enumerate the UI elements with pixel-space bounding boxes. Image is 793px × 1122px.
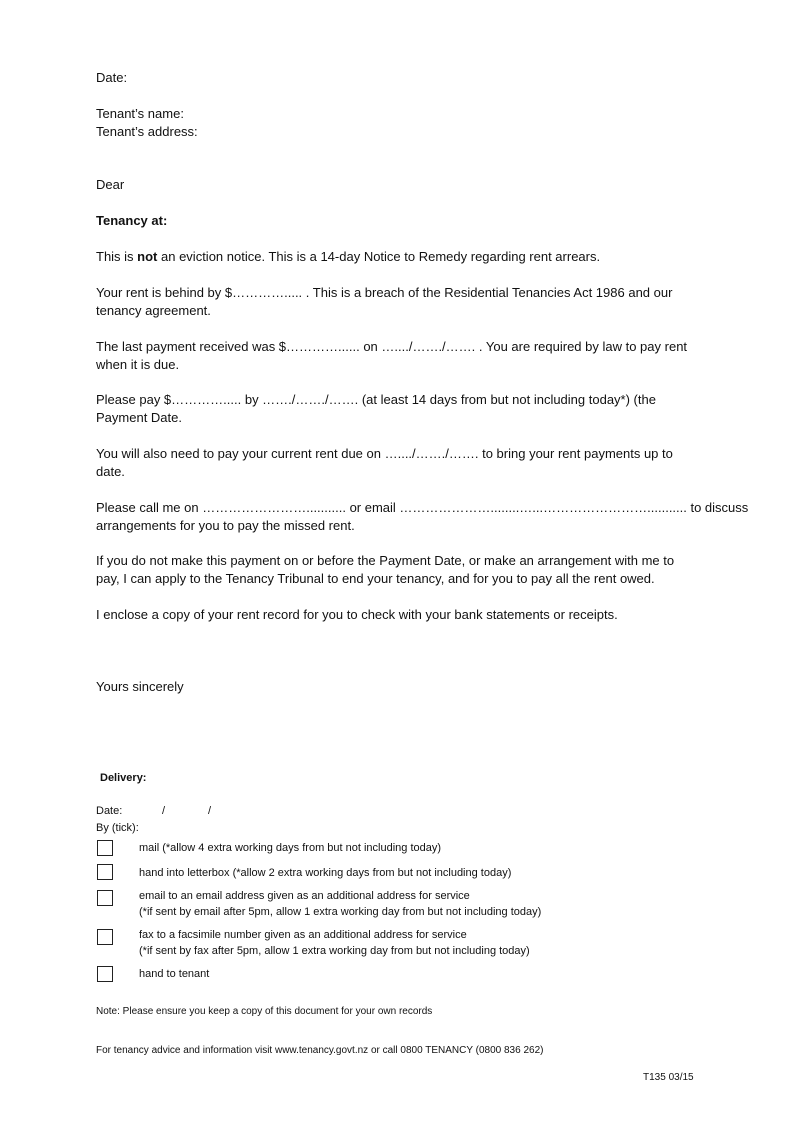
p3-line2: when it is due. xyxy=(96,357,180,372)
option-mail-label: mail (*allow 4 extra working days from but not including today) xyxy=(139,842,442,854)
footer-note: Note: Please ensure you keep a copy of this document for your own records xyxy=(96,1006,433,1017)
checkbox-letterbox[interactable] xyxy=(97,864,113,880)
checkbox-mail[interactable] xyxy=(97,840,113,856)
option-fax-note: (*if sent by fax after 5pm, allow 1 extra working day from but not including today) xyxy=(139,945,530,957)
salutation: Dear xyxy=(96,177,125,192)
p7-line2: pay, I can apply to the Tenancy Tribunal to end your tenancy, and for you to pay all the rent owed. xyxy=(96,571,655,586)
paragraph-contact xyxy=(96,499,748,535)
paragraph-tribunal xyxy=(96,552,674,588)
p3-line1: The last payment received was $…………...... on …..../……./……. . You are required by law to pay rent xyxy=(96,339,688,354)
date-label: Date: xyxy=(96,70,128,85)
checkbox-email[interactable] xyxy=(97,890,113,906)
option-hand-label: hand to tenant xyxy=(139,968,210,980)
footer-advice: For tenancy advice and information visit www.tenancy.govt.nz or call 0800 TENANCY (0800 836 262) xyxy=(96,1045,544,1056)
tenant-name-label: Tenant’s name: xyxy=(96,106,184,121)
paragraph-not-eviction xyxy=(96,248,600,266)
paragraph-rent-behind xyxy=(96,284,672,320)
p4-line1: Please pay $…………..... by ……./……./……. (at least 14 days from but not including today*) (the xyxy=(96,392,656,407)
p6-line1: Please call me on ……………………........... or email …………………........…...……………………........... to discuss xyxy=(96,500,749,515)
delivery-date-label: Date: xyxy=(96,805,123,817)
option-email-note: (*if sent by email after 5pm, allow 1 extra working day from but not including today) xyxy=(139,906,542,918)
tenant-address-label: Tenant’s address: xyxy=(96,124,198,139)
delivery-date-slash-2: / xyxy=(208,805,212,817)
closing: Yours sincerely xyxy=(96,679,184,694)
form-code: T135 03/15 xyxy=(643,1072,694,1083)
p1-text-c: an eviction notice. This is a 14-day Notice to Remedy regarding rent arrears. xyxy=(157,249,601,264)
p1-text-not: not xyxy=(137,249,158,264)
paragraph-please-pay xyxy=(96,391,656,427)
p5-line2: date. xyxy=(96,464,125,479)
paragraph-rent-record: I enclose a copy of your rent record for you to check with your bank statements or receipts. xyxy=(96,607,618,622)
p4-line2: Payment Date. xyxy=(96,410,182,425)
tenancy-at-label: Tenancy at: xyxy=(96,213,168,228)
p7-line1: If you do not make this payment on or before the Payment Date, or make an arrangement with me to xyxy=(96,553,675,568)
delivery-heading: Delivery: xyxy=(100,772,147,784)
option-email-label: email to an email address given as an additional address for service xyxy=(139,890,470,902)
p2-line2: tenancy agreement. xyxy=(96,303,211,318)
p2-line1: Your rent is behind by $…………..... . This is a breach of the Residential Tenancies Act 1986 and our xyxy=(96,285,673,300)
option-letterbox-label: hand into letterbox (*allow 2 extra working days from but not including today) xyxy=(139,867,512,879)
checkbox-fax[interactable] xyxy=(97,929,113,945)
p6-line2: arrangements for you to pay the missed rent. xyxy=(96,518,355,533)
delivery-date-slash-1: / xyxy=(162,805,166,817)
p1-text-a: This is xyxy=(96,249,138,264)
checkbox-hand-to-tenant[interactable] xyxy=(97,966,113,982)
paragraph-last-payment xyxy=(96,338,687,374)
paragraph-current-rent xyxy=(96,445,673,481)
delivery-by-label: By (tick): xyxy=(96,822,139,834)
option-fax-label: fax to a facsimile number given as an additional address for service xyxy=(139,929,467,941)
p5-line1: You will also need to pay your current rent due on …..../……./……. to bring your rent payments up to xyxy=(96,446,673,461)
